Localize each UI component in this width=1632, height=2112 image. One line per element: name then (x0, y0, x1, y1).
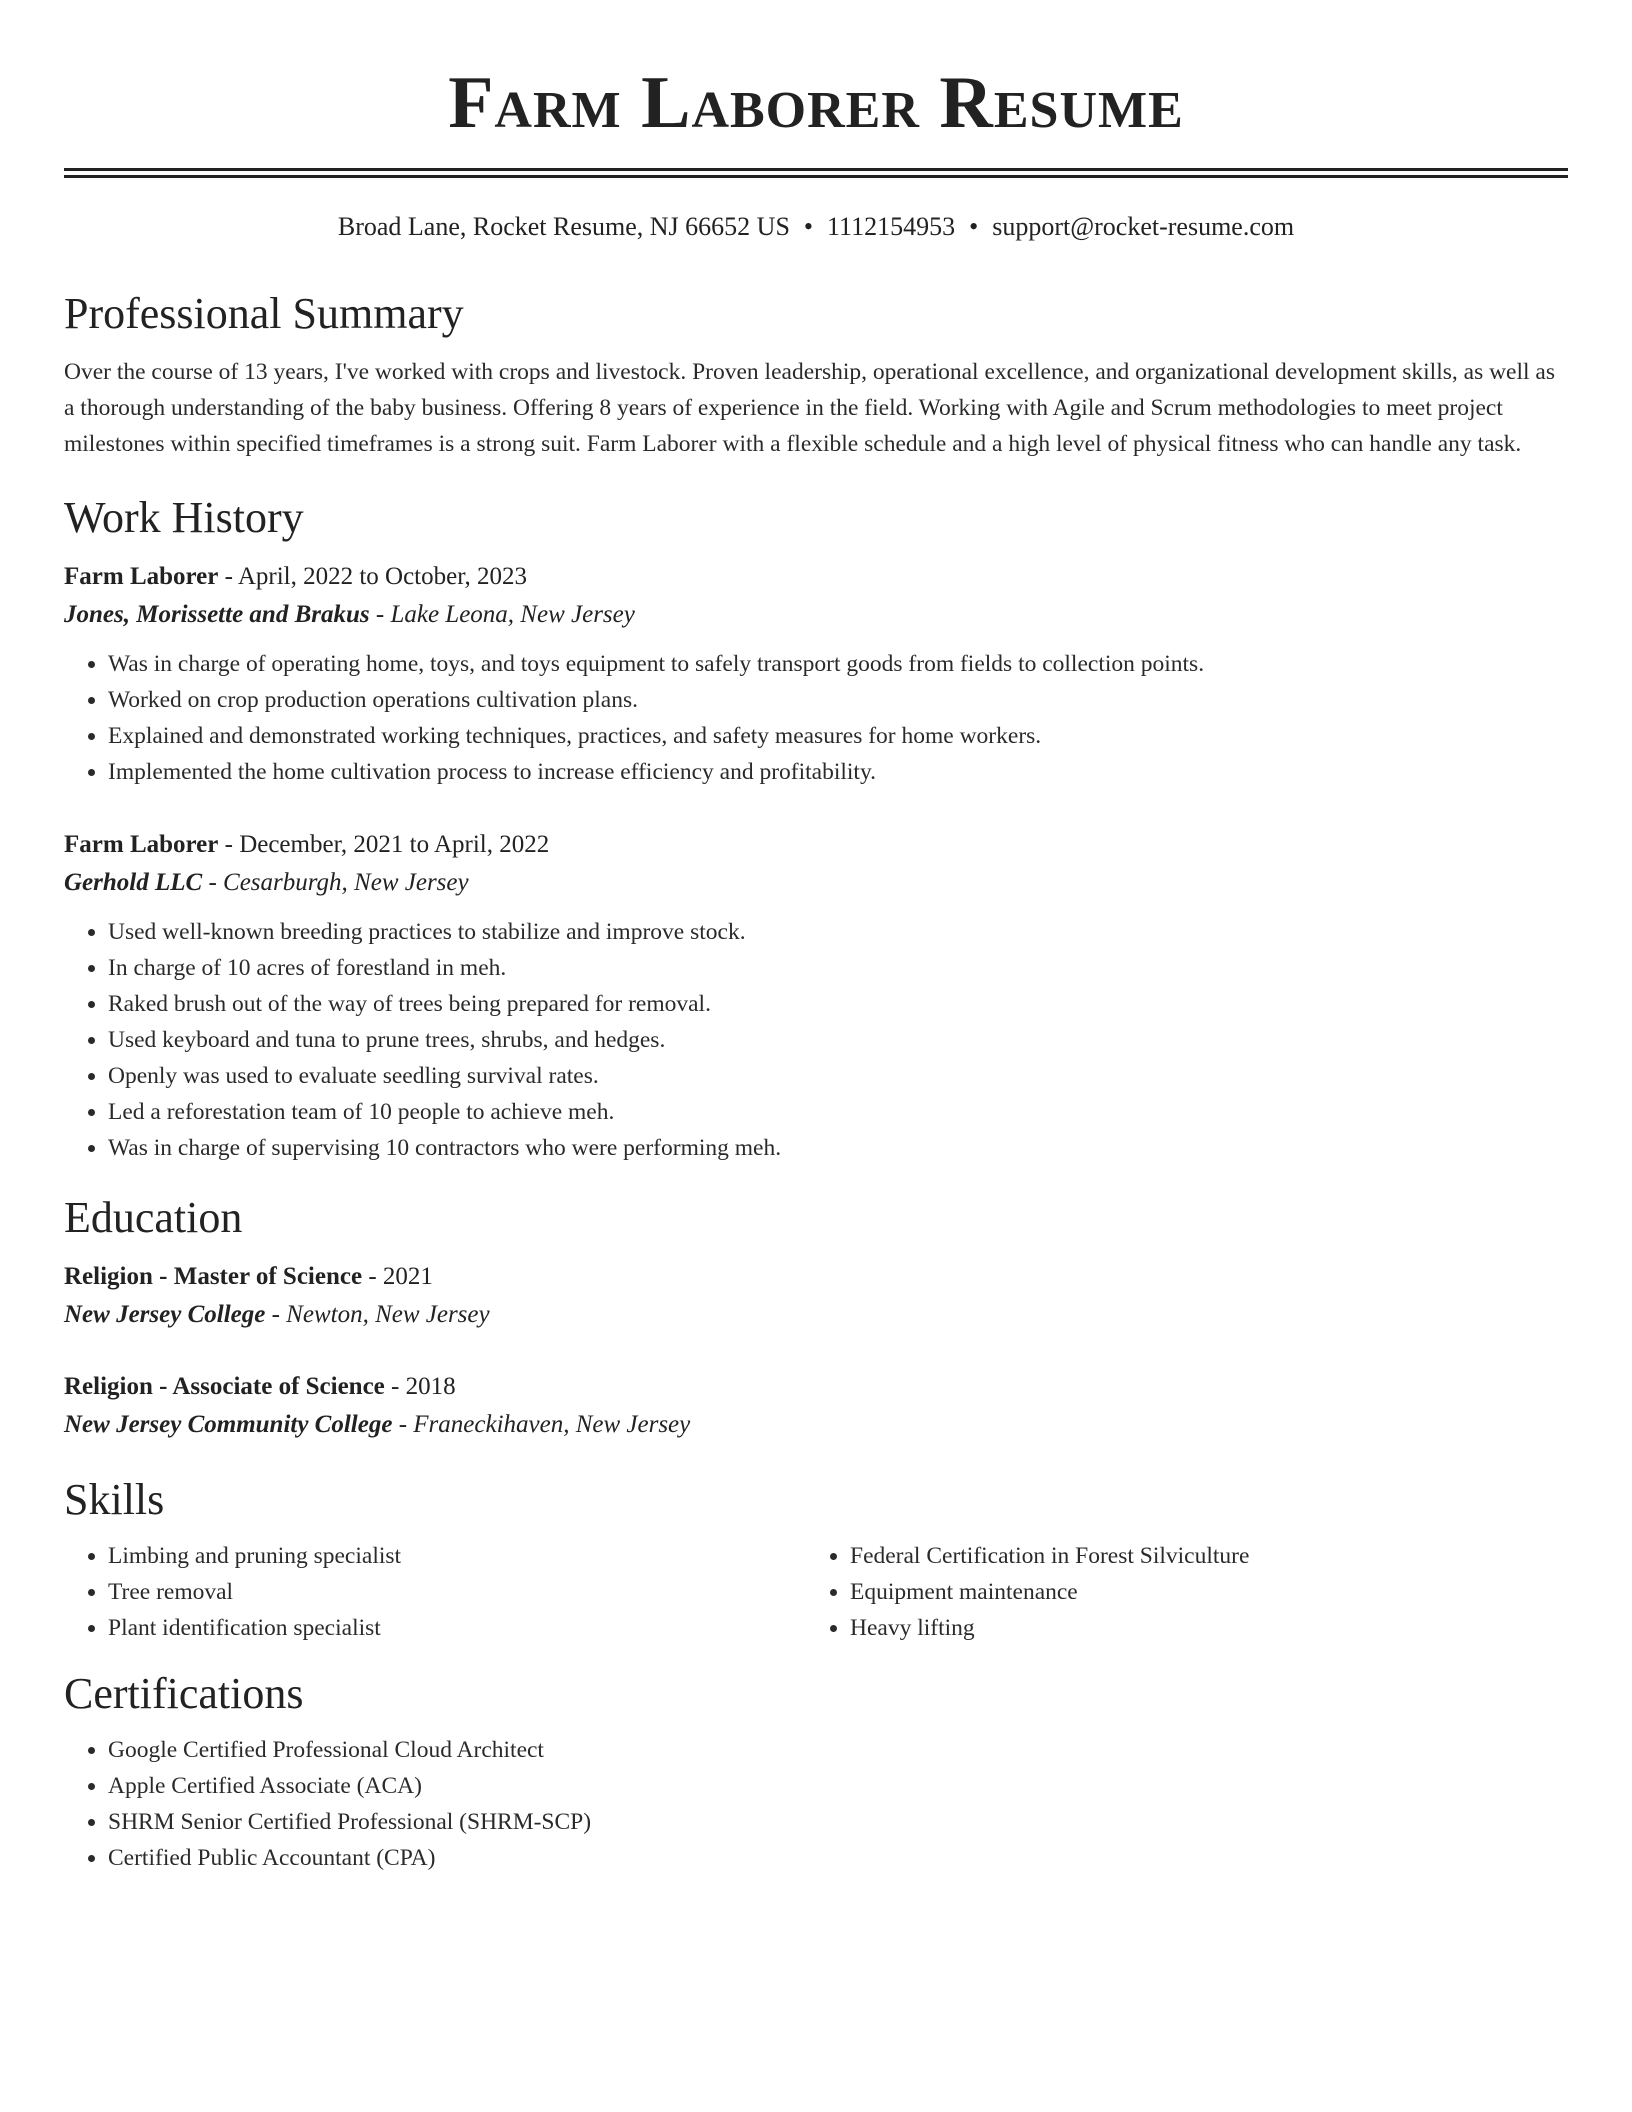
job-dates: December, 2021 to April, 2022 (239, 831, 550, 858)
education-year: 2018 (405, 1373, 456, 1400)
certifications-list (64, 1732, 1568, 1876)
work-history-heading: Work History (64, 493, 304, 542)
job-location: Cesarburgh, New Jersey (223, 869, 469, 896)
education-header (64, 1368, 1568, 1406)
education-section (64, 1192, 1568, 1444)
contact-line (64, 210, 1568, 244)
education-school-line (64, 1406, 1568, 1444)
contact-phone: 1112154953 (827, 212, 956, 241)
certification-item: • Google Certified Professional Cloud Architect (108, 1732, 1568, 1768)
contact-email: support@rocket-resume.com (992, 212, 1295, 241)
education-degree: Religion - Master of Science (64, 1263, 363, 1290)
job-duty-item: • Led a reforestation team of 10 people to achieve meh. (108, 1094, 1568, 1130)
job-duty-item: • Was in charge of supervising 10 contractors who were performing meh. (108, 1130, 1568, 1166)
dash-separator: - (224, 831, 233, 858)
job-header (64, 558, 1568, 596)
job-duties-list (64, 914, 1568, 1166)
skill-item: • Tree removal (108, 1574, 806, 1610)
dash-separator: - (224, 563, 233, 590)
education-location: Franeckihaven, New Jersey (413, 1411, 691, 1438)
resume-title: Farm Laborer Resume (448, 62, 1184, 144)
certification-item: • SHRM Senior Certified Professional (SHRM-SCP) (108, 1804, 1568, 1840)
skills-heading: Skills (64, 1475, 165, 1524)
education-degree: Religion - Associate of Science (64, 1373, 385, 1400)
skill-item: • Equipment maintenance (850, 1574, 1548, 1610)
summary-section (64, 288, 1568, 462)
job-duty-item: • Was in charge of operating home, toys, and toys equipment to safely transport goods from fields to collection points. (108, 646, 1568, 682)
job-entry (64, 826, 1568, 1166)
education-heading: Education (64, 1193, 243, 1242)
job-duty-item: • Openly was used to evaluate seedling survival rates. (108, 1058, 1568, 1094)
job-duty-item: • Implemented the home cultivation process to increase efficiency and profitability. (108, 754, 1568, 790)
dash-separator: - (208, 869, 217, 896)
dash-separator: - (271, 1301, 280, 1328)
job-duties-list (64, 646, 1568, 790)
skill-item: • Federal Certification in Forest Silviculture (850, 1538, 1548, 1574)
job-duty-item: • Used well-known breeding practices to stabilize and improve stock. (108, 914, 1568, 950)
education-school: New Jersey Community College (64, 1411, 393, 1438)
job-employer (64, 864, 1568, 902)
job-duty-item: • Worked on crop production operations cultivation plans. (108, 682, 1568, 718)
education-header (64, 1258, 1568, 1296)
dash-separator: - (391, 1373, 400, 1400)
skill-item: • Limbing and pruning specialist (108, 1538, 806, 1574)
job-duty-item: • Explained and demonstrated working techniques, practices, and safety measures for home workers. (108, 718, 1568, 754)
dash-separator: - (368, 1263, 377, 1290)
job-dates: April, 2022 to October, 2023 (237, 563, 528, 590)
dash-separator: - (375, 601, 385, 628)
certifications-section (64, 1668, 1568, 1876)
job-duty-item: • Raked brush out of the way of trees being prepared for removal. (108, 986, 1568, 1022)
skills-section (64, 1474, 1568, 1646)
skills-list-right (806, 1538, 1548, 1646)
dash-separator: - (398, 1411, 408, 1438)
job-duty-item: • In charge of 10 acres of forestland in meh. (108, 950, 1568, 986)
education-school-line (64, 1296, 1568, 1334)
education-school: New Jersey College (64, 1301, 266, 1328)
education-year: 2021 (382, 1263, 433, 1290)
contact-address: Broad Lane, Rocket Resume, NJ 66652 US (337, 212, 790, 241)
job-location: Lake Leona, New Jersey (390, 601, 635, 628)
education-entry (64, 1258, 1568, 1334)
contact-separator: • (803, 212, 814, 241)
contact-separator: • (969, 212, 979, 241)
job-company: Gerhold LLC (64, 869, 203, 896)
education-location: Newton, New Jersey (286, 1301, 490, 1328)
summary-text: Over the course of 13 years, I've worked with crops and livestock. Proven leadership, operational excellence, and organizational development skills, as well as a thorough understanding of the baby business. Offering 8 years of experience in the field. Working with Agile and Scrum methodologies to meet project milestones within specified timeframes is a strong suit. Farm Laborer with a flexible schedule and a high level of physical fitness who can handle any task. (64, 359, 1555, 457)
work-history-section (64, 492, 1568, 1166)
job-entry (64, 558, 1568, 790)
skills-list-left (64, 1538, 806, 1646)
certification-item: • Certified Public Accountant (CPA) (108, 1840, 1568, 1876)
certification-item: • Apple Certified Associate (ACA) (108, 1768, 1568, 1804)
skill-item: • Heavy lifting (850, 1610, 1548, 1646)
title-divider (64, 168, 1568, 178)
job-title: Farm Laborer (64, 831, 219, 858)
job-duty-item: • Used keyboard and tuna to prune trees, shrubs, and hedges. (108, 1022, 1568, 1058)
summary-heading: Professional Summary (64, 289, 464, 338)
education-entry (64, 1368, 1568, 1444)
job-employer (64, 596, 1568, 634)
skills-columns (64, 1538, 1568, 1646)
certifications-heading: Certifications (64, 1669, 304, 1718)
job-header (64, 826, 1568, 864)
skill-item: • Plant identification specialist (108, 1610, 806, 1646)
job-company: Jones, Morissette and Brakus (64, 601, 370, 628)
job-title: Farm Laborer (64, 563, 219, 590)
